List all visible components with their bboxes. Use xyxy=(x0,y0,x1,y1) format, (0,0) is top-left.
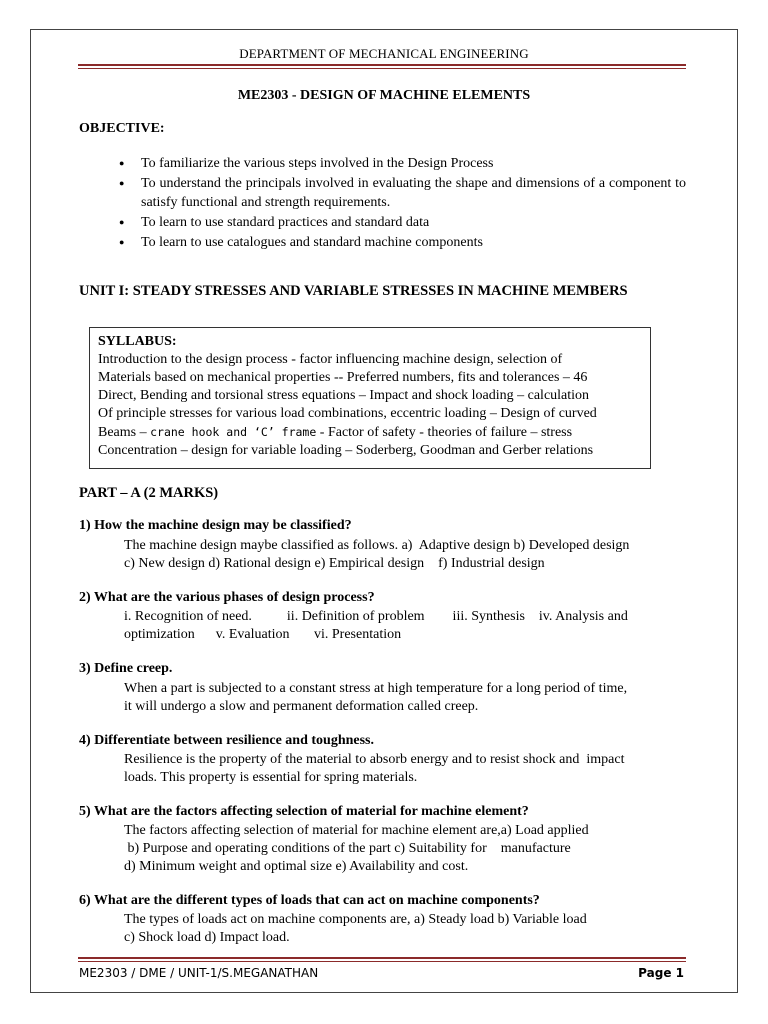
question-1: 1) How the machine design may be classified? xyxy=(79,518,352,533)
page-number: Page 1 xyxy=(638,966,684,980)
list-item: ● To learn to use catalogues and standard machine components xyxy=(141,233,686,252)
question-4: 4) Differentiate between resilience and toughness. xyxy=(79,733,374,748)
question-5: 5) What are the factors affecting selection of material for machine element? xyxy=(79,804,529,819)
list-item: ● To familiarize the various steps involved in the Design Process xyxy=(141,154,686,173)
answer-2-line: optimization v. Evaluation vi. Presentation xyxy=(124,627,402,642)
footer-rule xyxy=(78,957,686,959)
answer-6-line: c) Shock load d) Impact load. xyxy=(124,930,290,945)
syllabus-line: Of principle stresses for various load combinations, eccentric loading – Design of curved xyxy=(98,406,597,421)
question-6: 6) What are the different types of loads that can act on machine components? xyxy=(79,893,540,908)
question-2: 2) What are the various phases of design process? xyxy=(79,590,375,605)
answer-3-line: When a part is subjected to a constant stress at high temperature for a long period of time, xyxy=(124,681,628,696)
objective-heading: OBJECTIVE: xyxy=(79,121,165,136)
syllabus-text xyxy=(98,333,648,460)
answer-4-line: Resilience is the property of the material to absorb energy and to resist shock and impact xyxy=(124,752,625,767)
answer-5-line: d) Minimum weight and optimal size e) Availability and cost. xyxy=(124,859,469,874)
footer-course-code: ME2303 / DME / UNIT-1/S.MEGANATHAN xyxy=(79,966,319,980)
syllabus-line: Concentration – design for variable loading – Soderberg, Goodman and Gerber relations xyxy=(98,443,594,458)
answer-5-line: The factors affecting selection of material for machine element are,a) Load applied xyxy=(124,823,589,838)
footer-rule-thin xyxy=(78,961,686,962)
list-item: ● To learn to use standard practices and standard data xyxy=(141,213,686,232)
unit-heading: UNIT I: STEADY STRESSES AND VARIABLE STRESSES IN MACHINE MEMBERS xyxy=(79,283,628,299)
objective-list xyxy=(141,154,686,253)
question-3: 3) Define creep. xyxy=(79,661,173,676)
answer-2-line: i. Recognition of need. ii. Definition of problem iii. Synthesis iv. Analysis and xyxy=(124,609,628,624)
syllabus-line xyxy=(98,423,648,442)
header-rule xyxy=(78,64,686,66)
syllabus-line: Materials based on mechanical properties -- Preferred numbers, fits and tolerances – 46 xyxy=(98,370,588,385)
department-header: DEPARTMENT OF MECHANICAL ENGINEERING xyxy=(239,46,529,61)
syllabus-line: Direct, Bending and torsional stress equations – Impact and shock loading – calculation xyxy=(98,388,590,403)
list-item: ● To understand the principals involved in evaluating the shape and dimensions of a component to satisfy functional and strength requirements. xyxy=(141,174,686,212)
part-a-heading: PART – A (2 MARKS) xyxy=(79,485,219,501)
answer-1-line: c) New design d) Rational design e) Empirical design f) Industrial design xyxy=(124,556,545,571)
header-rule-thin xyxy=(78,68,686,69)
syllabus-heading: SYLLABUS: xyxy=(98,334,177,349)
answer-5-line: b) Purpose and operating conditions of the part c) Suitability for manufacture xyxy=(124,841,571,856)
syllabus-beams-rest: - Factor of safety - theories of failure – stress xyxy=(319,425,573,440)
answer-1-line: The machine design maybe classified as follows. a) Adaptive design b) Developed design xyxy=(124,538,630,553)
syllabus-beams-mono: crane hook and ‘C’ frame xyxy=(150,425,317,439)
syllabus-line: Introduction to the design process - factor influencing machine design, selection of xyxy=(98,352,563,367)
syllabus-beams-prefix: Beams – xyxy=(98,425,151,440)
answer-3-line: it will undergo a slow and permanent deformation called creep. xyxy=(124,699,479,714)
answer-6-line: The types of loads act on machine components are, a) Steady load b) Variable load xyxy=(124,912,587,927)
answer-4-line: loads. This property is essential for spring materials. xyxy=(124,770,418,785)
page-title: ME2303 - DESIGN OF MACHINE ELEMENTS xyxy=(237,88,531,103)
